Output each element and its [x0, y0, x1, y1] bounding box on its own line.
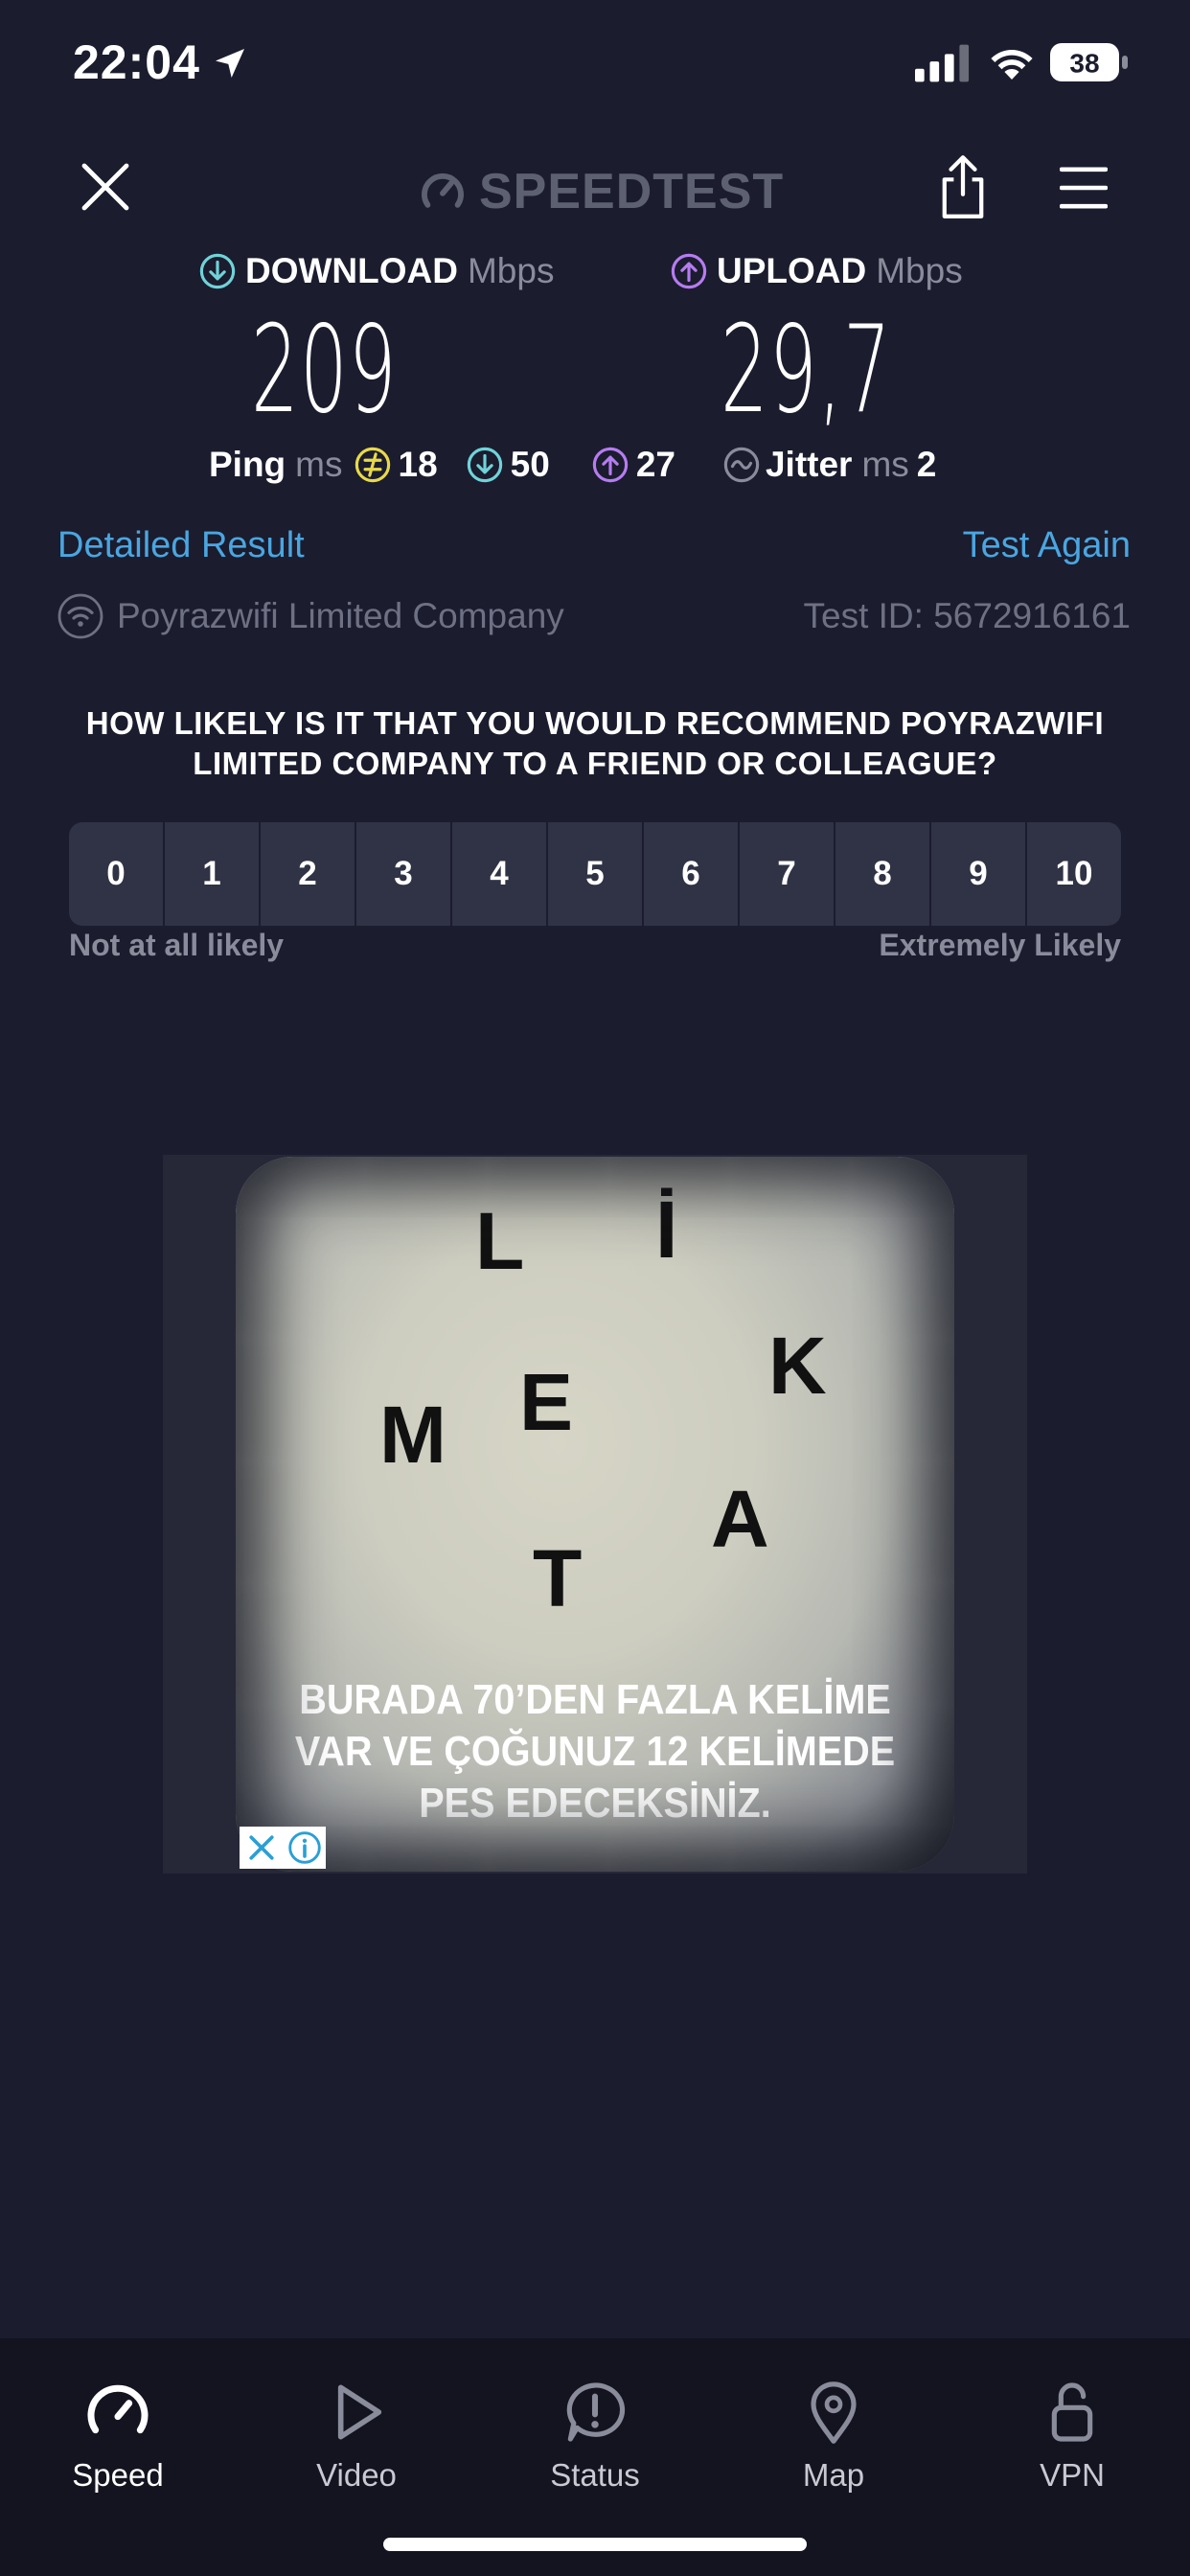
- nps-score-1[interactable]: 1: [165, 822, 261, 926]
- survey-question: HOW LIKELY IS IT THAT YOU WOULD RECOMMEND POYRAZWIFI LIMITED COMPANY TO A FRIEND OR COLLEAGUE?: [85, 705, 1105, 781]
- download-arrow-icon: [199, 253, 236, 289]
- speedtest-logo: [418, 163, 784, 220]
- nav-label: VPN: [1040, 2457, 1105, 2493]
- nav-item-speed[interactable]: [22, 2359, 214, 2522]
- download-value: 209: [251, 299, 398, 440]
- logo-text: SPEEDTEST: [479, 164, 785, 219]
- ad-letter: K: [768, 1321, 827, 1411]
- ad-image[interactable]: [236, 1157, 954, 1872]
- ping-jitter-row: [209, 436, 936, 494]
- nps-score-9[interactable]: 9: [931, 822, 1027, 926]
- ad-letter: T: [533, 1533, 583, 1623]
- provider-row: [57, 592, 564, 640]
- nav-label: Map: [802, 2457, 865, 2493]
- signal-icon: [915, 44, 971, 82]
- lock-icon: [1039, 2379, 1106, 2446]
- alert-icon: [561, 2379, 629, 2446]
- battery-level: 38: [1069, 48, 1100, 79]
- ad-vignette: [236, 1157, 954, 1872]
- ad-close-icon[interactable]: [244, 1830, 279, 1865]
- nps-high-label: Extremely Likely: [879, 928, 1121, 962]
- nps-score-2[interactable]: 2: [261, 822, 356, 926]
- nps-low-label: Not at all likely: [69, 928, 285, 962]
- nps-score-selector: [69, 822, 1121, 926]
- close-button[interactable]: [77, 158, 134, 216]
- download-label: DOWNLOAD: [245, 251, 458, 290]
- ad-choices-badge[interactable]: [240, 1827, 326, 1869]
- ad-letter: A: [711, 1474, 769, 1564]
- ad-info-icon[interactable]: [287, 1830, 322, 1865]
- ad-letter: M: [379, 1390, 446, 1480]
- nps-score-5[interactable]: 5: [548, 822, 644, 926]
- status-time: 22:04: [73, 35, 200, 89]
- provider-name: Poyrazwifi Limited Company: [117, 596, 564, 635]
- nps-score-7[interactable]: 7: [740, 822, 835, 926]
- nps-score-6[interactable]: 6: [644, 822, 740, 926]
- ping-idle-value: 18: [398, 445, 438, 484]
- download-unit: Mbps: [467, 251, 555, 290]
- nav-label: Status: [550, 2457, 640, 2493]
- detailed-result-link[interactable]: Detailed Result: [57, 525, 305, 565]
- status-bar: [0, 0, 1190, 125]
- ping-upload-icon: [592, 447, 629, 483]
- map-pin-icon: [800, 2379, 867, 2446]
- nps-score-4[interactable]: 4: [452, 822, 548, 926]
- location-arrow-icon: [211, 44, 249, 82]
- jitter-value: 2: [916, 445, 937, 484]
- ad-letter: E: [519, 1357, 574, 1447]
- nav-item-map[interactable]: [738, 2359, 929, 2522]
- home-indicator[interactable]: [383, 2538, 807, 2551]
- ping-download-value: 50: [510, 445, 550, 484]
- upload-value: 29,7: [721, 299, 892, 440]
- nav-label: Speed: [72, 2457, 164, 2493]
- nav-label: Video: [316, 2457, 397, 2493]
- jitter-label: Jitter: [765, 445, 853, 484]
- share-button[interactable]: [939, 153, 987, 220]
- nps-score-8[interactable]: 8: [835, 822, 931, 926]
- battery-icon: [1049, 42, 1130, 82]
- upload-label: UPLOAD: [717, 251, 867, 290]
- ping-label: Ping: [209, 445, 286, 484]
- upload-label-row: [671, 247, 963, 295]
- menu-button[interactable]: [1060, 165, 1108, 211]
- test-id: Test ID: 5672916161: [803, 596, 1131, 635]
- jitter-icon: [723, 447, 760, 483]
- download-label-row: [199, 247, 554, 295]
- ping-unit: ms: [295, 445, 343, 484]
- upload-arrow-icon: [671, 253, 707, 289]
- speedometer-icon: [84, 2379, 151, 2446]
- nav-item-status[interactable]: [499, 2359, 691, 2522]
- nav-item-vpn[interactable]: [976, 2359, 1168, 2522]
- ping-idle-icon: [355, 447, 391, 483]
- test-again-link[interactable]: Test Again: [962, 525, 1131, 565]
- nav-item-video[interactable]: [261, 2359, 452, 2522]
- ad-letter: İ: [655, 1184, 678, 1275]
- jitter-unit: ms: [861, 445, 909, 484]
- ad-caption-line: BURADA 70’DEN FAZLA KELİME: [299, 1676, 891, 1723]
- wifi-provider-icon: [57, 593, 103, 639]
- nps-score-3[interactable]: 3: [356, 822, 452, 926]
- ad-letter: L: [475, 1196, 525, 1286]
- play-icon: [323, 2379, 390, 2446]
- ping-download-icon: [467, 447, 503, 483]
- ad-caption-line: PES EDECEKSİNİZ.: [419, 1780, 771, 1827]
- nps-score-10[interactable]: 10: [1027, 822, 1121, 926]
- ping-upload-value: 27: [635, 445, 675, 484]
- wifi-icon: [987, 42, 1037, 82]
- nps-score-0[interactable]: 0: [69, 822, 165, 926]
- speedtest-logo-icon: [418, 167, 468, 217]
- ad-caption-line: VAR VE ÇOĞUNUZ 12 KELİMEDE: [294, 1728, 896, 1775]
- upload-unit: Mbps: [876, 251, 963, 290]
